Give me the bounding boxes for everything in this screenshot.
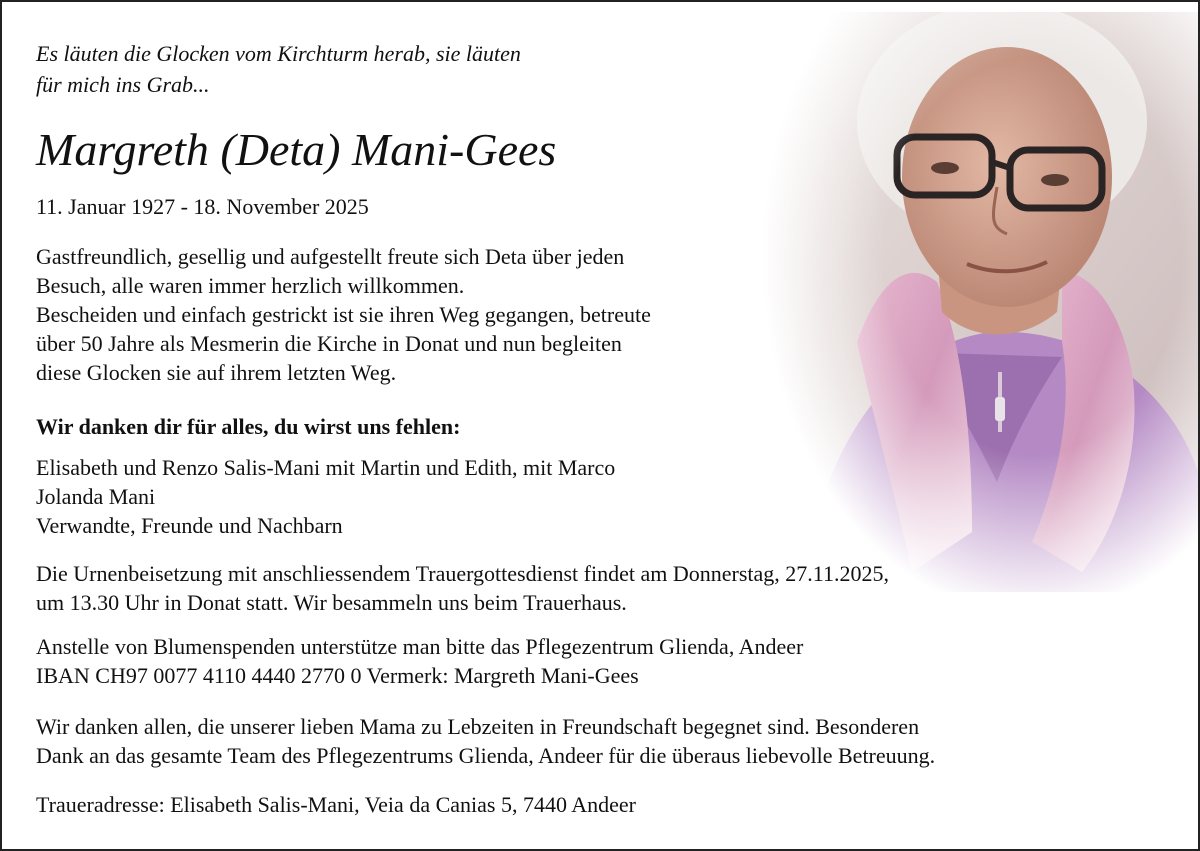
mourner-line: Verwandte, Freunde und Nachbarn <box>36 513 343 538</box>
mourner-line: Jolanda Mani <box>36 484 156 509</box>
tribute-text <box>36 242 651 387</box>
mourning-address: Traueradresse: Elisabeth Salis-Mani, Veia da Canias 5, 7440 Andeer <box>36 792 636 817</box>
gratitude-line: Wir danken allen, die unserer lieben Mama zu Lebzeiten in Freundschaft begegnet sind. Besonderen <box>36 714 920 739</box>
donation-line: Anstelle von Blumenspenden unterstütze man bitte das Pflegezentrum Glienda, Andeer <box>36 634 804 659</box>
tribute-line: über 50 Jahre als Mesmerin die Kirche in Donat und nun begleiten <box>36 331 622 356</box>
deceased-name: Margreth (Deta) Mani-Gees <box>36 124 557 175</box>
service-line: Die Urnenbeisetzung mit anschliessendem Trauergottesdienst findet am Donnerstag, 27.11.2025, <box>36 561 889 586</box>
portrait-photo <box>762 12 1198 592</box>
gratitude-text <box>36 712 935 770</box>
service-line: um 13.30 Uhr in Donat statt. Wir besammeln uns beim Trauerhaus. <box>36 590 627 615</box>
thanks-heading: Wir danken dir für alles, du wirst uns fehlen: <box>36 414 461 439</box>
verse-line: für mich ins Grab... <box>36 72 210 97</box>
mourner-line: Elisabeth und Renzo Salis-Mani mit Martin und Edith, mit Marco <box>36 455 616 480</box>
verse-line: Es läuten die Glocken vom Kirchturm herab, sie läuten <box>36 41 521 66</box>
tribute-line: Bescheiden und einfach gestrickt ist sie ihren Weg gegangen, betreute <box>36 302 651 327</box>
tribute-line: Gastfreundlich, gesellig und aufgestellt freute sich Deta über jeden <box>36 244 625 269</box>
verse <box>36 38 521 100</box>
donation-info <box>36 632 803 690</box>
tribute-line: Besuch, alle waren immer herzlich willkommen. <box>36 273 465 298</box>
gratitude-line: Dank an das gesamte Team des Pflegezentrums Glienda, Andeer für die überaus liebevolle Betreuung. <box>36 743 936 768</box>
tribute-line: diese Glocken sie auf ihrem letzten Weg. <box>36 360 397 385</box>
mourners-list <box>36 453 615 540</box>
life-dates: 11. Januar 1927 - 18. November 2025 <box>36 194 369 219</box>
service-info <box>36 559 889 617</box>
donation-line: IBAN CH97 0077 4110 4440 2770 0 Vermerk: Margreth Mani-Gees <box>36 663 639 688</box>
